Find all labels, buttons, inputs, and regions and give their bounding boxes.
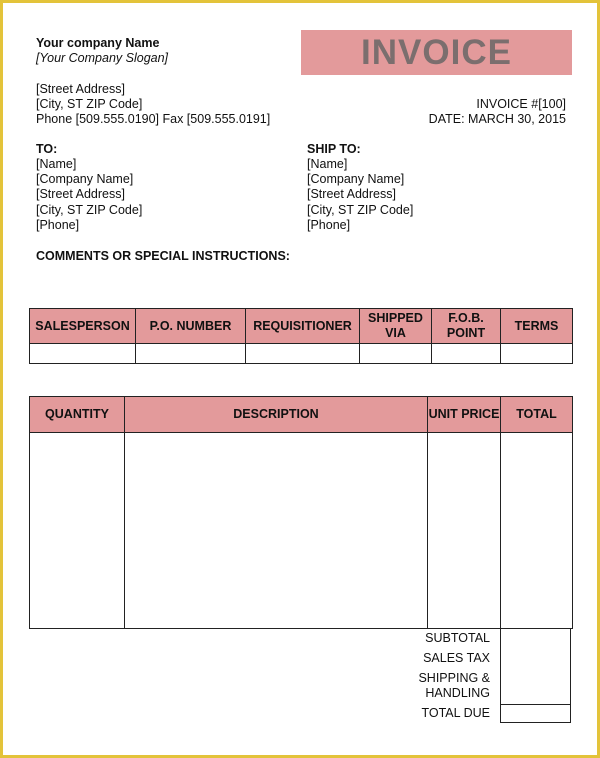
company-street: [Street Address] [36, 82, 125, 96]
shipped-via-header: SHIPPED VIA [360, 309, 432, 344]
quantity-header: QUANTITY [30, 397, 125, 433]
fob-point-header: F.O.B. POINT [432, 309, 501, 344]
company-city: [City, ST ZIP Code] [36, 97, 143, 111]
terms-header: TERMS [501, 309, 573, 344]
invoice-number: INVOICE #[100] [476, 97, 566, 111]
total-due-label: TOTAL DUE [421, 706, 490, 720]
ship-to-name: [Name] [307, 157, 348, 171]
comments-heading: COMMENTS OR SPECIAL INSTRUCTIONS: [36, 249, 290, 263]
to-phone: [Phone] [36, 218, 80, 232]
ship-to-street: [Street Address] [307, 187, 396, 201]
invoice-date: DATE: MARCH 30, 2015 [428, 112, 566, 126]
line-items-table [29, 396, 573, 629]
ship-to-company: [Company Name] [307, 172, 405, 186]
terms-cell[interactable] [501, 344, 573, 364]
shipping-label-line2: HANDLING [425, 686, 490, 700]
ship-to-heading: SHIP TO: [307, 142, 361, 156]
totals-box[interactable] [500, 628, 571, 705]
invoice-title-banner [301, 30, 572, 75]
description-column[interactable] [125, 433, 428, 629]
requisitioner-header: REQUISITIONER [246, 309, 360, 344]
company-slogan: [Your Company Slogan] [36, 51, 169, 65]
to-heading: TO: [36, 142, 58, 156]
ship-to-phone: [Phone] [307, 218, 351, 232]
salesperson-header: SALESPERSON [30, 309, 136, 344]
total-column[interactable] [501, 433, 573, 629]
company-name: Your company Name [36, 36, 160, 50]
description-header: DESCRIPTION [125, 397, 428, 433]
quantity-column[interactable] [30, 433, 125, 629]
po-number-header: P.O. NUMBER [136, 309, 246, 344]
unit-price-column[interactable] [428, 433, 501, 629]
invoice-title: INVOICE [361, 32, 512, 72]
total-due-box[interactable] [500, 704, 571, 723]
subtotal-label: SUBTOTAL [425, 631, 490, 645]
po-number-cell[interactable] [136, 344, 246, 364]
to-name: [Name] [36, 157, 77, 171]
sales-tax-label: SALES TAX [423, 651, 490, 665]
to-street: [Street Address] [36, 187, 125, 201]
ship-to-city: [City, ST ZIP Code] [307, 203, 414, 217]
order-info-table [29, 308, 573, 364]
to-company: [Company Name] [36, 172, 134, 186]
requisitioner-cell[interactable] [246, 344, 360, 364]
fob-point-cell[interactable] [432, 344, 501, 364]
unit-price-header: UNIT PRICE [428, 397, 501, 433]
total-header: TOTAL [501, 397, 573, 433]
shipping-label-line1: SHIPPING & [418, 671, 490, 685]
to-city: [City, ST ZIP Code] [36, 203, 143, 217]
company-phone-fax: Phone [509.555.0190] Fax [509.555.0191] [36, 112, 271, 126]
salesperson-cell[interactable] [30, 344, 136, 364]
shipped-via-cell[interactable] [360, 344, 432, 364]
